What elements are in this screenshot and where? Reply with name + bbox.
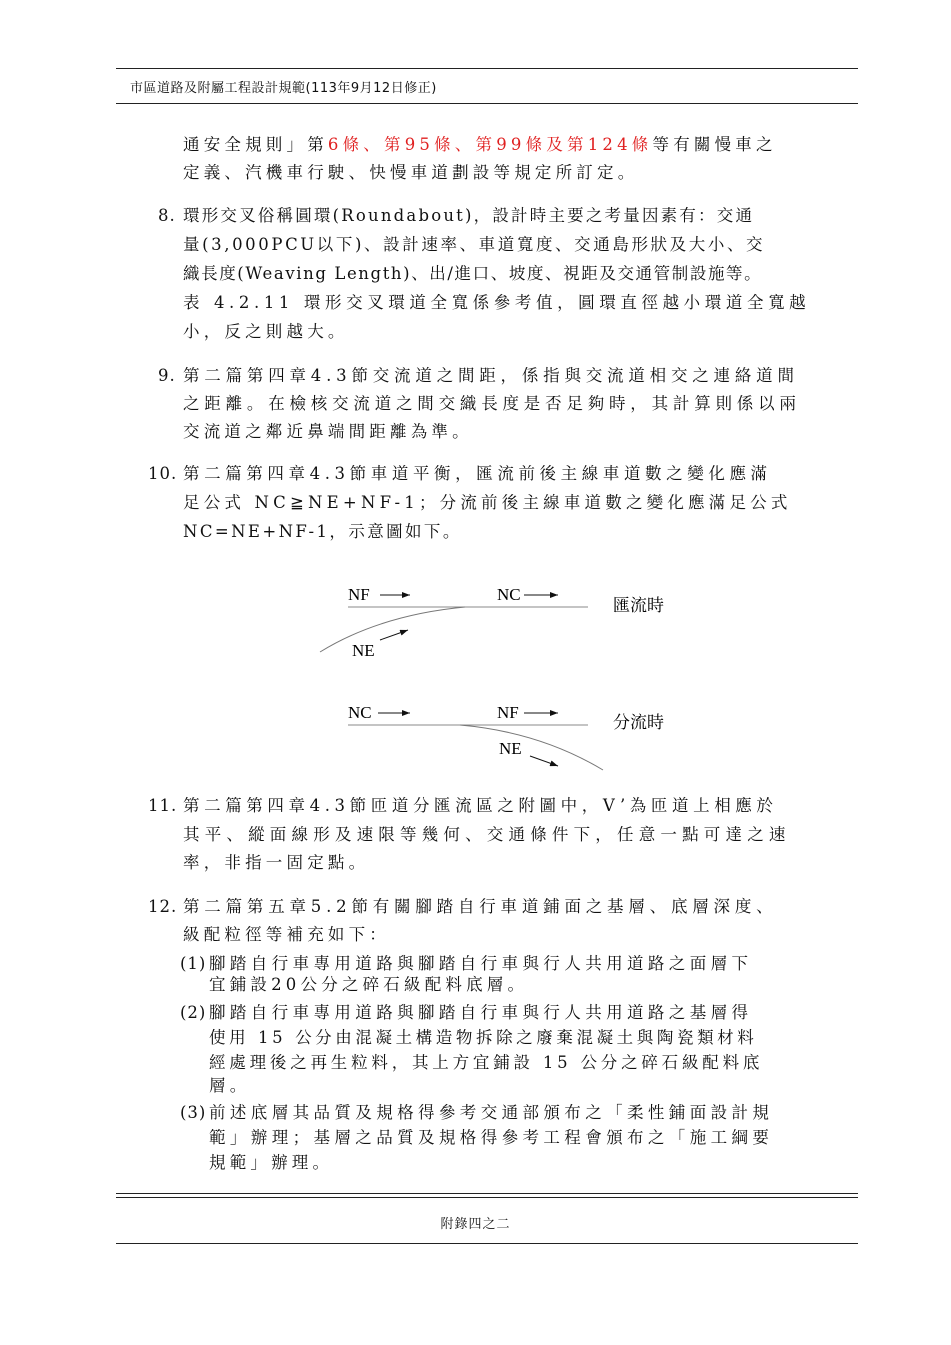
header-bottom-rule [116,103,858,104]
merge-ramp-curve [320,607,465,652]
item9-line1: 第二篇第四章4.3節交流道之間距，係指與交流道相交之連絡道間 [183,366,799,385]
merge-ne-label: NE [352,641,375,660]
diverge-label: 分流時 [613,713,664,732]
item11-number: 11. [148,796,178,815]
item8-line5: 小，反之則越大。 [183,322,349,341]
diverge-diagram [348,703,664,770]
footer-top-rule-1 [116,1193,858,1194]
item7-line2: 定義、汽機車行駛、快慢車道劃設等規定所訂定。 [183,163,639,182]
item10-number: 10. [148,464,178,483]
item11-line1: 第二篇第四章4.3節匝道分匯流區之附圖中，V’為匝道上相應於 [183,796,778,815]
item8-line1: 環形交叉俗稱圓環(Roundabout)，設計時主要之考量因素有：交通 [183,206,755,225]
item9-line2: 之距離。在檢核交流道之間交織長度是否足夠時，其計算則係以兩 [183,394,801,413]
item12-sub2-line1: 腳踏自行車專用道路與腳踏自行車與行人共用道路之基層得 [209,1003,753,1022]
item9-line3: 交流道之鄰近鼻端間距離為準。 [183,422,473,441]
item10-line1: 第二篇第四章4.3節車道平衡，匯流前後主線車道數之變化應滿 [183,464,772,483]
item7-text-b: 等有關慢車之 [652,135,777,154]
diverge-ne-label: NE [499,739,522,758]
merge-diagram [320,585,664,660]
item8-line2: 量(3,000PCU以下)、設計速率、車道寬度、交通島形狀及大小、交 [183,235,766,254]
header-title: 市區道路及附屬工程設計規範(113年9月12日修正) [130,81,437,96]
item10-line3: NC=NE+NF-1，示意圖如下。 [183,522,462,541]
item12-line1: 第二篇第五章5.2節有關腳踏自行車道鋪面之基層、底層深度、 [183,897,778,916]
item8-line3: 織長度(Weaving Length)、出/進口、坡度、視距及交通管制設施等。 [183,264,763,283]
item8-number: 8. [158,206,176,225]
footer-page-number: 附錄四之二 [440,1217,511,1232]
diverge-ramp-curve [460,725,603,770]
diverge-ne-arrow [530,756,558,766]
item12-number: 12. [148,897,178,916]
merge-label: 匯流時 [613,596,664,615]
item7-text-red: 6條、第95條、第99條及第124條 [327,135,653,154]
item11-line3: 率，非指一固定點。 [183,853,370,872]
merge-nf-label: NF [348,585,370,604]
item8-line4: 表 4.2.11 環形交叉環道全寬係參考值，圓環直徑越小環道全寬越 [183,293,811,312]
item12-sub2-line3: 經處理後之再生粒料，其上方宜鋪設 15 公分之碎石級配料底 [209,1053,764,1072]
footer-bottom-rule [116,1243,858,1244]
item12-sub2-line2: 使用 15 公分由混凝土構造物拆除之廢棄混凝土與陶瓷類材料 [209,1028,758,1047]
merge-nc-label: NC [497,585,521,604]
item10-line2: 足公式 NC≧NE+NF-1；分流前後主線車道數之變化應滿足公式 [183,493,792,512]
lane-balance-diagram [300,570,700,780]
item12-sub3-line3: 規範」辦理。 [209,1153,334,1172]
diverge-nf-label: NF [497,703,519,722]
item7-text-a: 通安全規則」第 [183,135,328,154]
footer-top-rule-2 [116,1197,858,1198]
item12-sub3-number: (3) [180,1103,207,1122]
item12-sub1-number: (1) [180,954,207,973]
item12-line2: 級配粒徑等補充如下： [183,925,390,944]
item12-sub1-line2: 宜鋪設20公分之碎石級配料底層。 [209,975,529,994]
header-top-rule [116,68,858,69]
item12-sub2-line4: 層。 [209,1076,251,1095]
merge-ne-arrow [380,630,408,640]
item7-line1 [183,135,777,155]
item11-line2: 其平、縱面線形及速限等幾何、交通條件下，任意一點可達之速 [183,825,791,844]
item12-sub3-line2: 範」辦理；基層之品質及規格得參考工程會頒布之「施工綱要 [209,1128,774,1147]
item12-sub2-number: (2) [180,1003,207,1022]
item12-sub1-line1: 腳踏自行車專用道路與腳踏自行車與行人共用道路之面層下 [209,954,753,973]
item9-number: 9. [158,366,176,385]
item12-sub3-line1: 前述底層其品質及規格得參考交通部頒布之「柔性鋪面設計規 [209,1103,774,1122]
diverge-nc-label: NC [348,703,372,722]
